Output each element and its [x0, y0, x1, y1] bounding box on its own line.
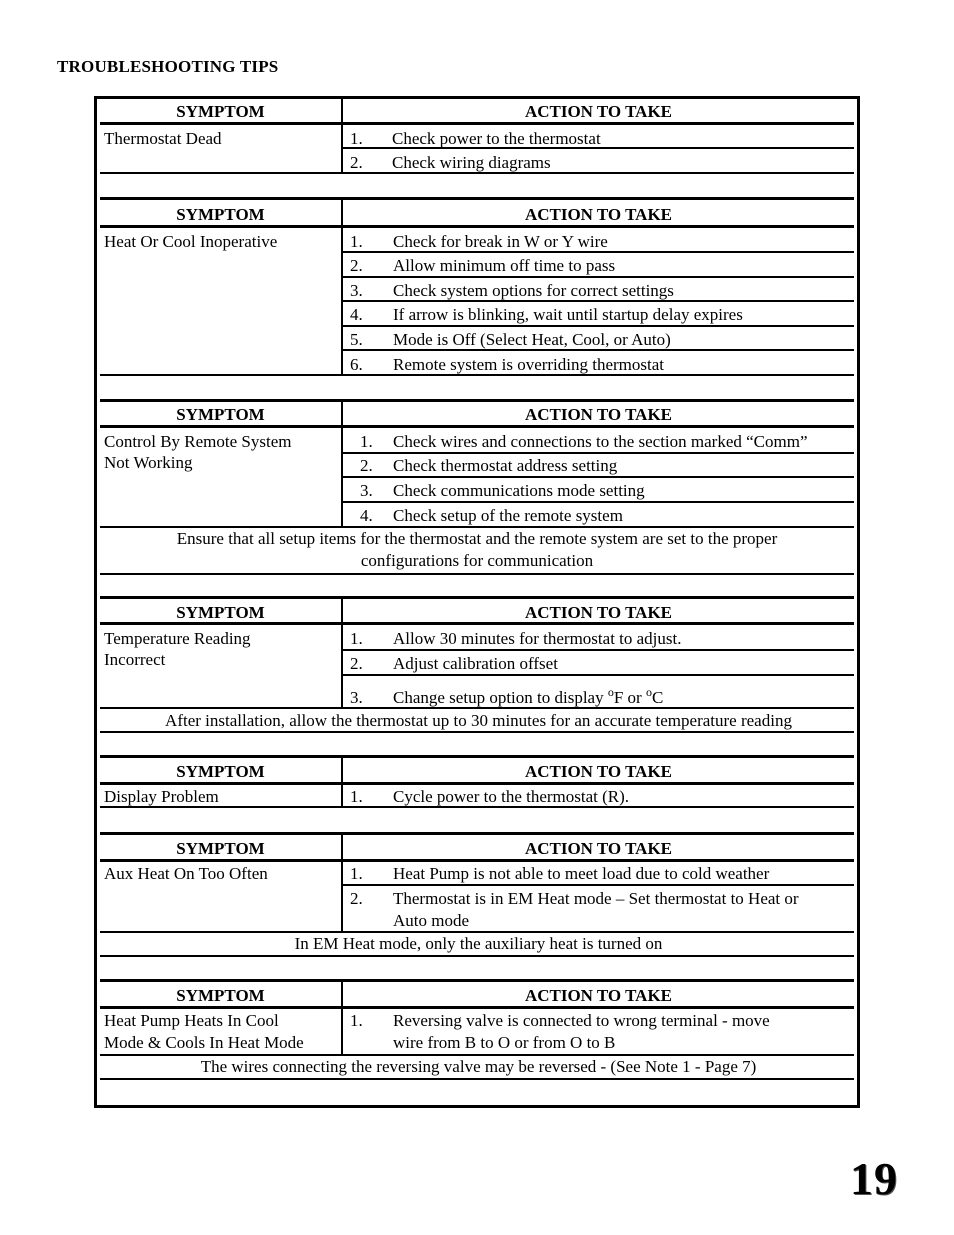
symptom-header: SYMPTOM: [176, 205, 265, 224]
action-number: 1.: [350, 232, 363, 251]
action-header: ACTION TO TAKE: [524, 102, 673, 121]
section-note: Ensure that all setup items for the thermostat and the remote system are set to the proper configurations for communication: [176, 529, 778, 570]
action-number: 2.: [350, 153, 363, 172]
action-number: 5.: [350, 330, 363, 349]
action-text: Check setup of the remote system: [393, 506, 623, 525]
section-note: The wires connecting the reversing valve may be reversed - (See Note 1 - Page 7): [200, 1057, 757, 1076]
action-text: Check for break in W or Y wire: [393, 232, 608, 251]
action-number: 6.: [350, 355, 363, 374]
action-header: ACTION TO TAKE: [524, 762, 673, 781]
symptom-header: SYMPTOM: [176, 986, 265, 1005]
action-number: 2.: [350, 256, 363, 275]
action-number: 1.: [350, 1011, 363, 1030]
action-header: ACTION TO TAKE: [524, 839, 673, 858]
action-text: Change setup option to display $^o$F or $^o$C: [393, 685, 664, 707]
symptom-header: SYMPTOM: [176, 839, 265, 858]
action-text: Thermostat is in EM Heat mode – Set thermostat to Heat or: [393, 889, 799, 908]
action-text: Remote system is overriding thermostat: [393, 355, 665, 374]
symptom-text: Display Problem: [104, 787, 219, 806]
symptom-text: Not Working: [104, 453, 193, 472]
action-text: wire from B to O or from O to B: [393, 1033, 616, 1052]
action-number: 4.: [360, 506, 373, 525]
action-number: 1.: [350, 629, 363, 648]
action-text: Allow minimum off time to pass: [393, 256, 616, 275]
action-text: Reversing valve is connected to wrong terminal - move: [393, 1011, 770, 1030]
action-number: 1.: [360, 432, 373, 451]
action-text: Check wires and connections to the section marked “Comm”: [393, 432, 808, 451]
action-text: Cycle power to the thermostat (R).: [393, 787, 630, 806]
symptom-header: SYMPTOM: [176, 603, 265, 622]
symptom-text: Heat Pump Heats In Cool: [104, 1011, 279, 1030]
action-number: 1.: [350, 864, 363, 883]
troubleshooting-table: [94, 96, 860, 1108]
action-text: Adjust calibration offset: [393, 654, 558, 673]
action-text: Heat Pump is not able to meet load due to cold weather: [393, 864, 770, 883]
action-text: Check power to the thermostat: [392, 129, 601, 148]
action-text: If arrow is blinking, wait until startup delay expires: [393, 305, 743, 324]
action-number: 4.: [350, 305, 363, 324]
page-number: 19: [850, 1153, 898, 1204]
symptom-text: Control By Remote System: [104, 432, 292, 451]
action-text: Check communications mode setting: [393, 481, 645, 500]
action-header: ACTION TO TAKE: [524, 603, 673, 622]
symptom-text: Aux Heat On Too Often: [104, 864, 268, 883]
action-text: Mode is Off (Select Heat, Cool, or Auto): [393, 330, 671, 349]
symptom-header: SYMPTOM: [176, 102, 265, 121]
action-number: 2.: [350, 654, 363, 673]
action-header: ACTION TO TAKE: [524, 405, 673, 424]
action-number: 2.: [360, 456, 373, 475]
symptom-text: Thermostat Dead: [104, 129, 222, 148]
symptom-text: Heat Or Cool Inoperative: [104, 232, 278, 251]
action-text: Check wiring diagrams: [392, 153, 551, 172]
section-note: In EM Heat mode, only the auxiliary heat is turned on: [294, 934, 663, 953]
action-text: Check thermostat address setting: [393, 456, 618, 475]
symptom-text: Incorrect: [104, 650, 166, 669]
action-number: 2.: [350, 889, 363, 908]
section-note: After installation, allow the thermostat up to 30 minutes for an accurate temperature reading: [165, 711, 792, 730]
symptom-header: SYMPTOM: [176, 762, 265, 781]
action-number: 3.: [360, 481, 373, 500]
symptom-header: SYMPTOM: [176, 405, 265, 424]
action-header: ACTION TO TAKE: [524, 205, 673, 224]
action-text: Auto mode: [393, 911, 470, 930]
action-header: ACTION TO TAKE: [524, 986, 673, 1005]
action-text: Allow 30 minutes for thermostat to adjust.: [393, 629, 682, 648]
action-number: 3.: [350, 281, 363, 300]
action-text: Check system options for correct settings: [393, 281, 674, 300]
symptom-text: Temperature Reading: [104, 629, 251, 648]
page-heading: TROUBLESHOOTING TIPS: [57, 57, 279, 76]
action-number: 3.: [350, 688, 363, 707]
symptom-text: Mode & Cools In Heat Mode: [104, 1033, 304, 1052]
action-number: 1.: [350, 129, 363, 148]
action-number: 1.: [350, 787, 363, 806]
